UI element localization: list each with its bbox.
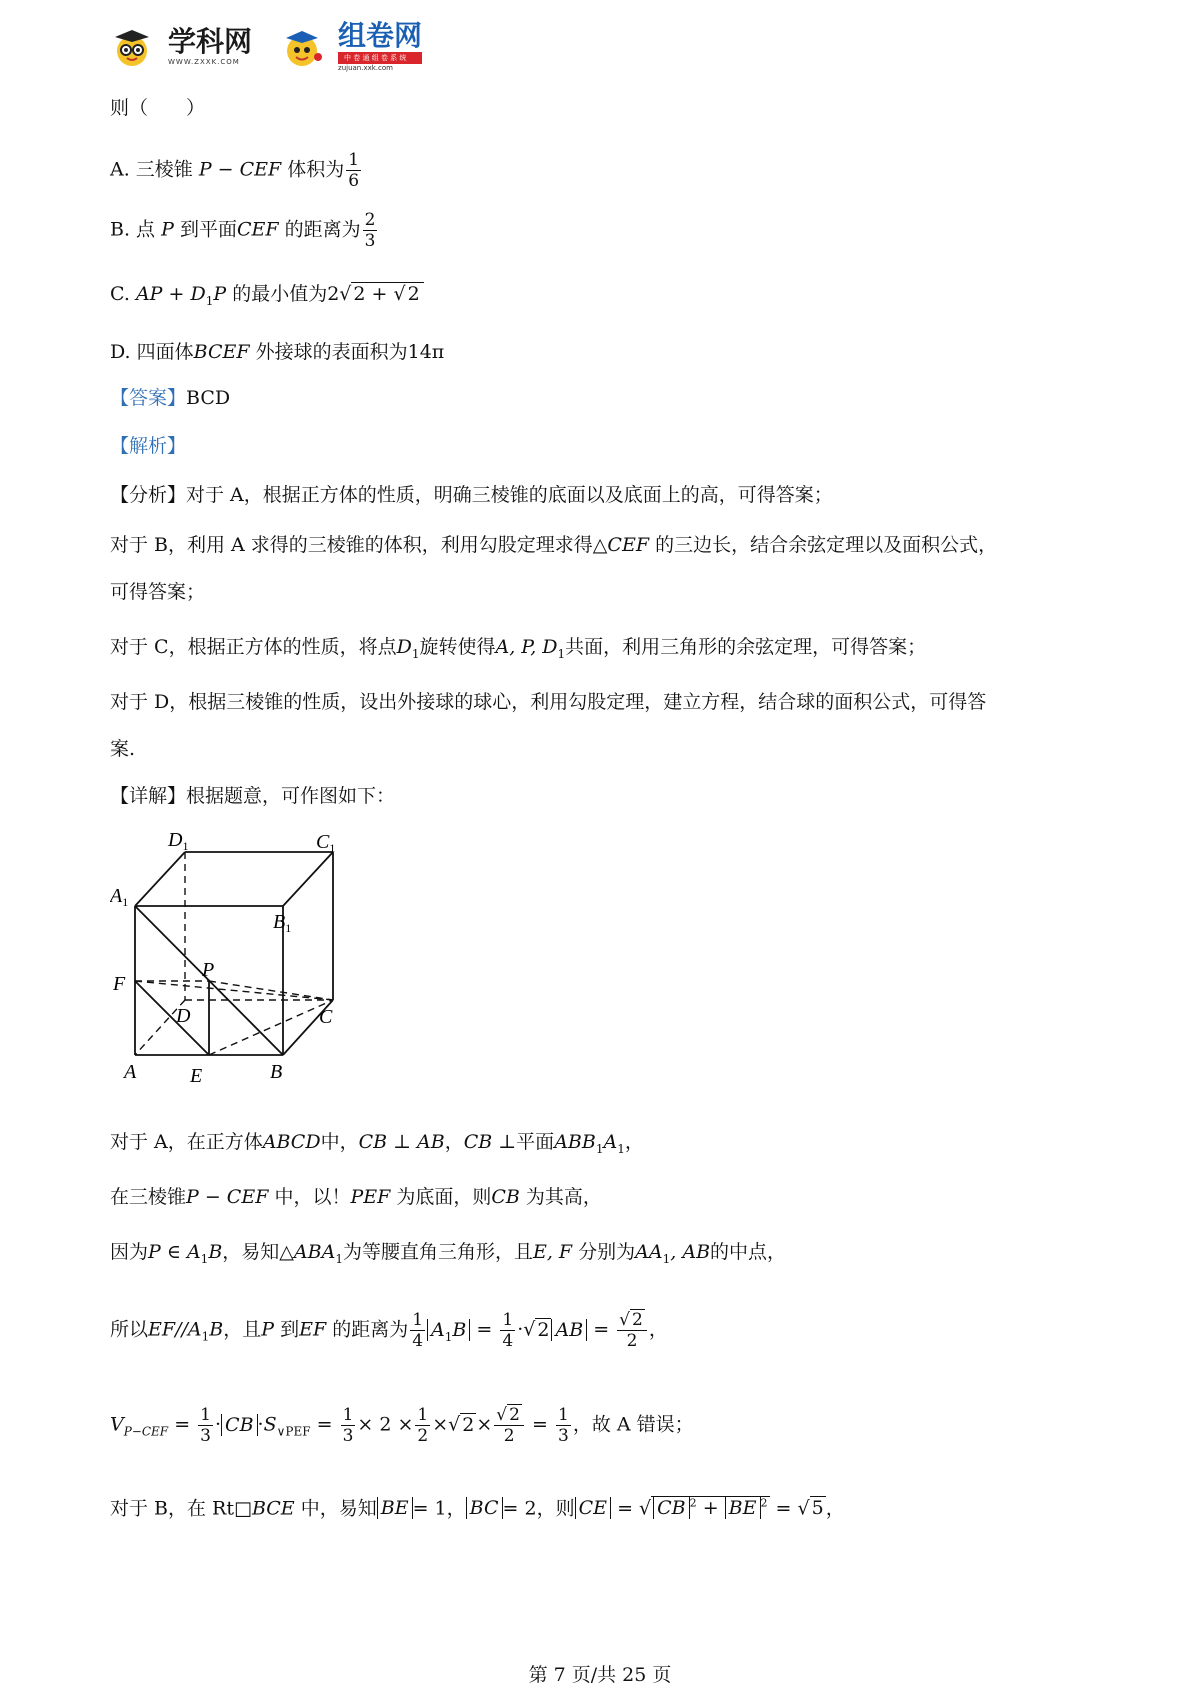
label-E: E bbox=[190, 1065, 203, 1087]
logo-zujuan-url: zujuan.xxk.com bbox=[338, 64, 393, 72]
analysis-line-5: 对于 D，根据三棱锥的性质，设出外接球的球心，利用勾股定理，建立方程，结合球的面积公式，可得答 bbox=[110, 691, 987, 713]
analysis-line-3: 可得答案； bbox=[110, 581, 206, 603]
detail-line-2: 在三棱锥P − CEF 中，以！PEF 为底面，则CB 为其高， bbox=[110, 1186, 602, 1208]
logo-zxxk-url: WWW.ZXXK.COM bbox=[168, 58, 240, 66]
label-D: D bbox=[176, 1005, 191, 1027]
analysis-line-2: 对于 B，利用 A 求得的三棱锥的体积，利用勾股定理求得△CEF 的三边长，结合余弦定理以及面积公式， bbox=[110, 534, 998, 556]
page-footer: 第 7 页/共 25 页 bbox=[528, 1664, 672, 1686]
question-stem: 则（ ） bbox=[110, 97, 206, 119]
label-A1: $A_1$ bbox=[110, 885, 129, 909]
analysis-tag: 【解析】 bbox=[110, 435, 187, 457]
label-C: C bbox=[319, 1006, 333, 1028]
fraction: $\frac{2}{3}$ bbox=[364, 210, 376, 251]
label-D1: $D_1$ bbox=[168, 830, 189, 853]
mascot-icon bbox=[110, 27, 154, 67]
label-B1: $B_1$ bbox=[273, 911, 292, 935]
label-B: B bbox=[270, 1061, 283, 1083]
label-A: A bbox=[124, 1061, 137, 1083]
label-C1: $C_1$ bbox=[316, 831, 336, 855]
detail-line-3: 因为P ∈ $A_1B$，易知$\triangle ABA_1$为等腰直角三角形，且E, F 分别为$AA_1$, AB的中点， bbox=[110, 1241, 787, 1266]
analysis-line-1: 【分析】对于 A，根据正方体的性质，明确三棱锥的底面以及底面上的高，可得答案； bbox=[110, 484, 833, 506]
logo-zujuan-band: 中 卷 通 组 卷 系 统 bbox=[338, 52, 422, 64]
analysis-line-6: 案. bbox=[110, 738, 136, 760]
label-F: F bbox=[113, 973, 126, 995]
header-logos bbox=[110, 19, 423, 72]
logo-zxxk: 学科网 bbox=[168, 25, 253, 58]
analysis-line-7: 【详解】根据题意，可作图如下： bbox=[110, 785, 396, 807]
label-P: P bbox=[202, 959, 215, 981]
detail-line-5: $V_{P-CEF}$ = $\frac{1}{3}$ · CB $\cdot S_{\vee PEF}$ = $\frac{1}{3}$ × 2 × $\frac{1}{2}$ ×√ 2 × $\frac{√ 2}{2}$ = $\frac{1}{3}$ ，故 A 错误； bbox=[110, 1405, 694, 1446]
answer: 【答案】BCD bbox=[110, 387, 231, 409]
mascot2-icon bbox=[280, 27, 324, 67]
logo-zujuan: 组卷网 bbox=[338, 19, 423, 52]
detail-line-6: 对于 B，在 Rt□BCE 中，易知 BE = 1， BC = 2，则 CE = √ CB $^2$ + BE $^2$ = √ 5 ， bbox=[110, 1497, 845, 1520]
analysis-line-4: 对于 C，根据正方体的性质，将点$D_1$旋转使得A, P, $D_1$共面，利用三角形的余弦定理，可得答案； bbox=[110, 636, 927, 661]
option-a: A. 三棱锥 P − CEF 体积为 $\frac{1}{6}$ bbox=[110, 150, 360, 191]
option-d: D. 四面体BCEF 外接球的表面积为14π bbox=[110, 341, 445, 363]
option-c: C. AP + $D_1P$ 的最小值为2√ 2 + √ 2 bbox=[110, 282, 424, 313]
detail-line-4: 所以$EF//A_1B$，且P 到EF 的距离为 $\frac{1}{4}$ $A_1B$ = $\frac{1}{4}$ ·√ 2 AB = $\frac{√ 2}{2}$ ， bbox=[110, 1310, 668, 1351]
cube-diagram bbox=[110, 830, 370, 1095]
detail-line-1: 对于 A，在正方体ABCD中，CB ⊥ AB，CB ⊥平面$ABB_1A_1$， bbox=[110, 1131, 644, 1156]
option-b: B. 点 P 到平面CEF 的距离为 $\frac{2}{3}$ bbox=[110, 210, 376, 251]
fraction: $\frac{1}{6}$ bbox=[348, 150, 360, 191]
